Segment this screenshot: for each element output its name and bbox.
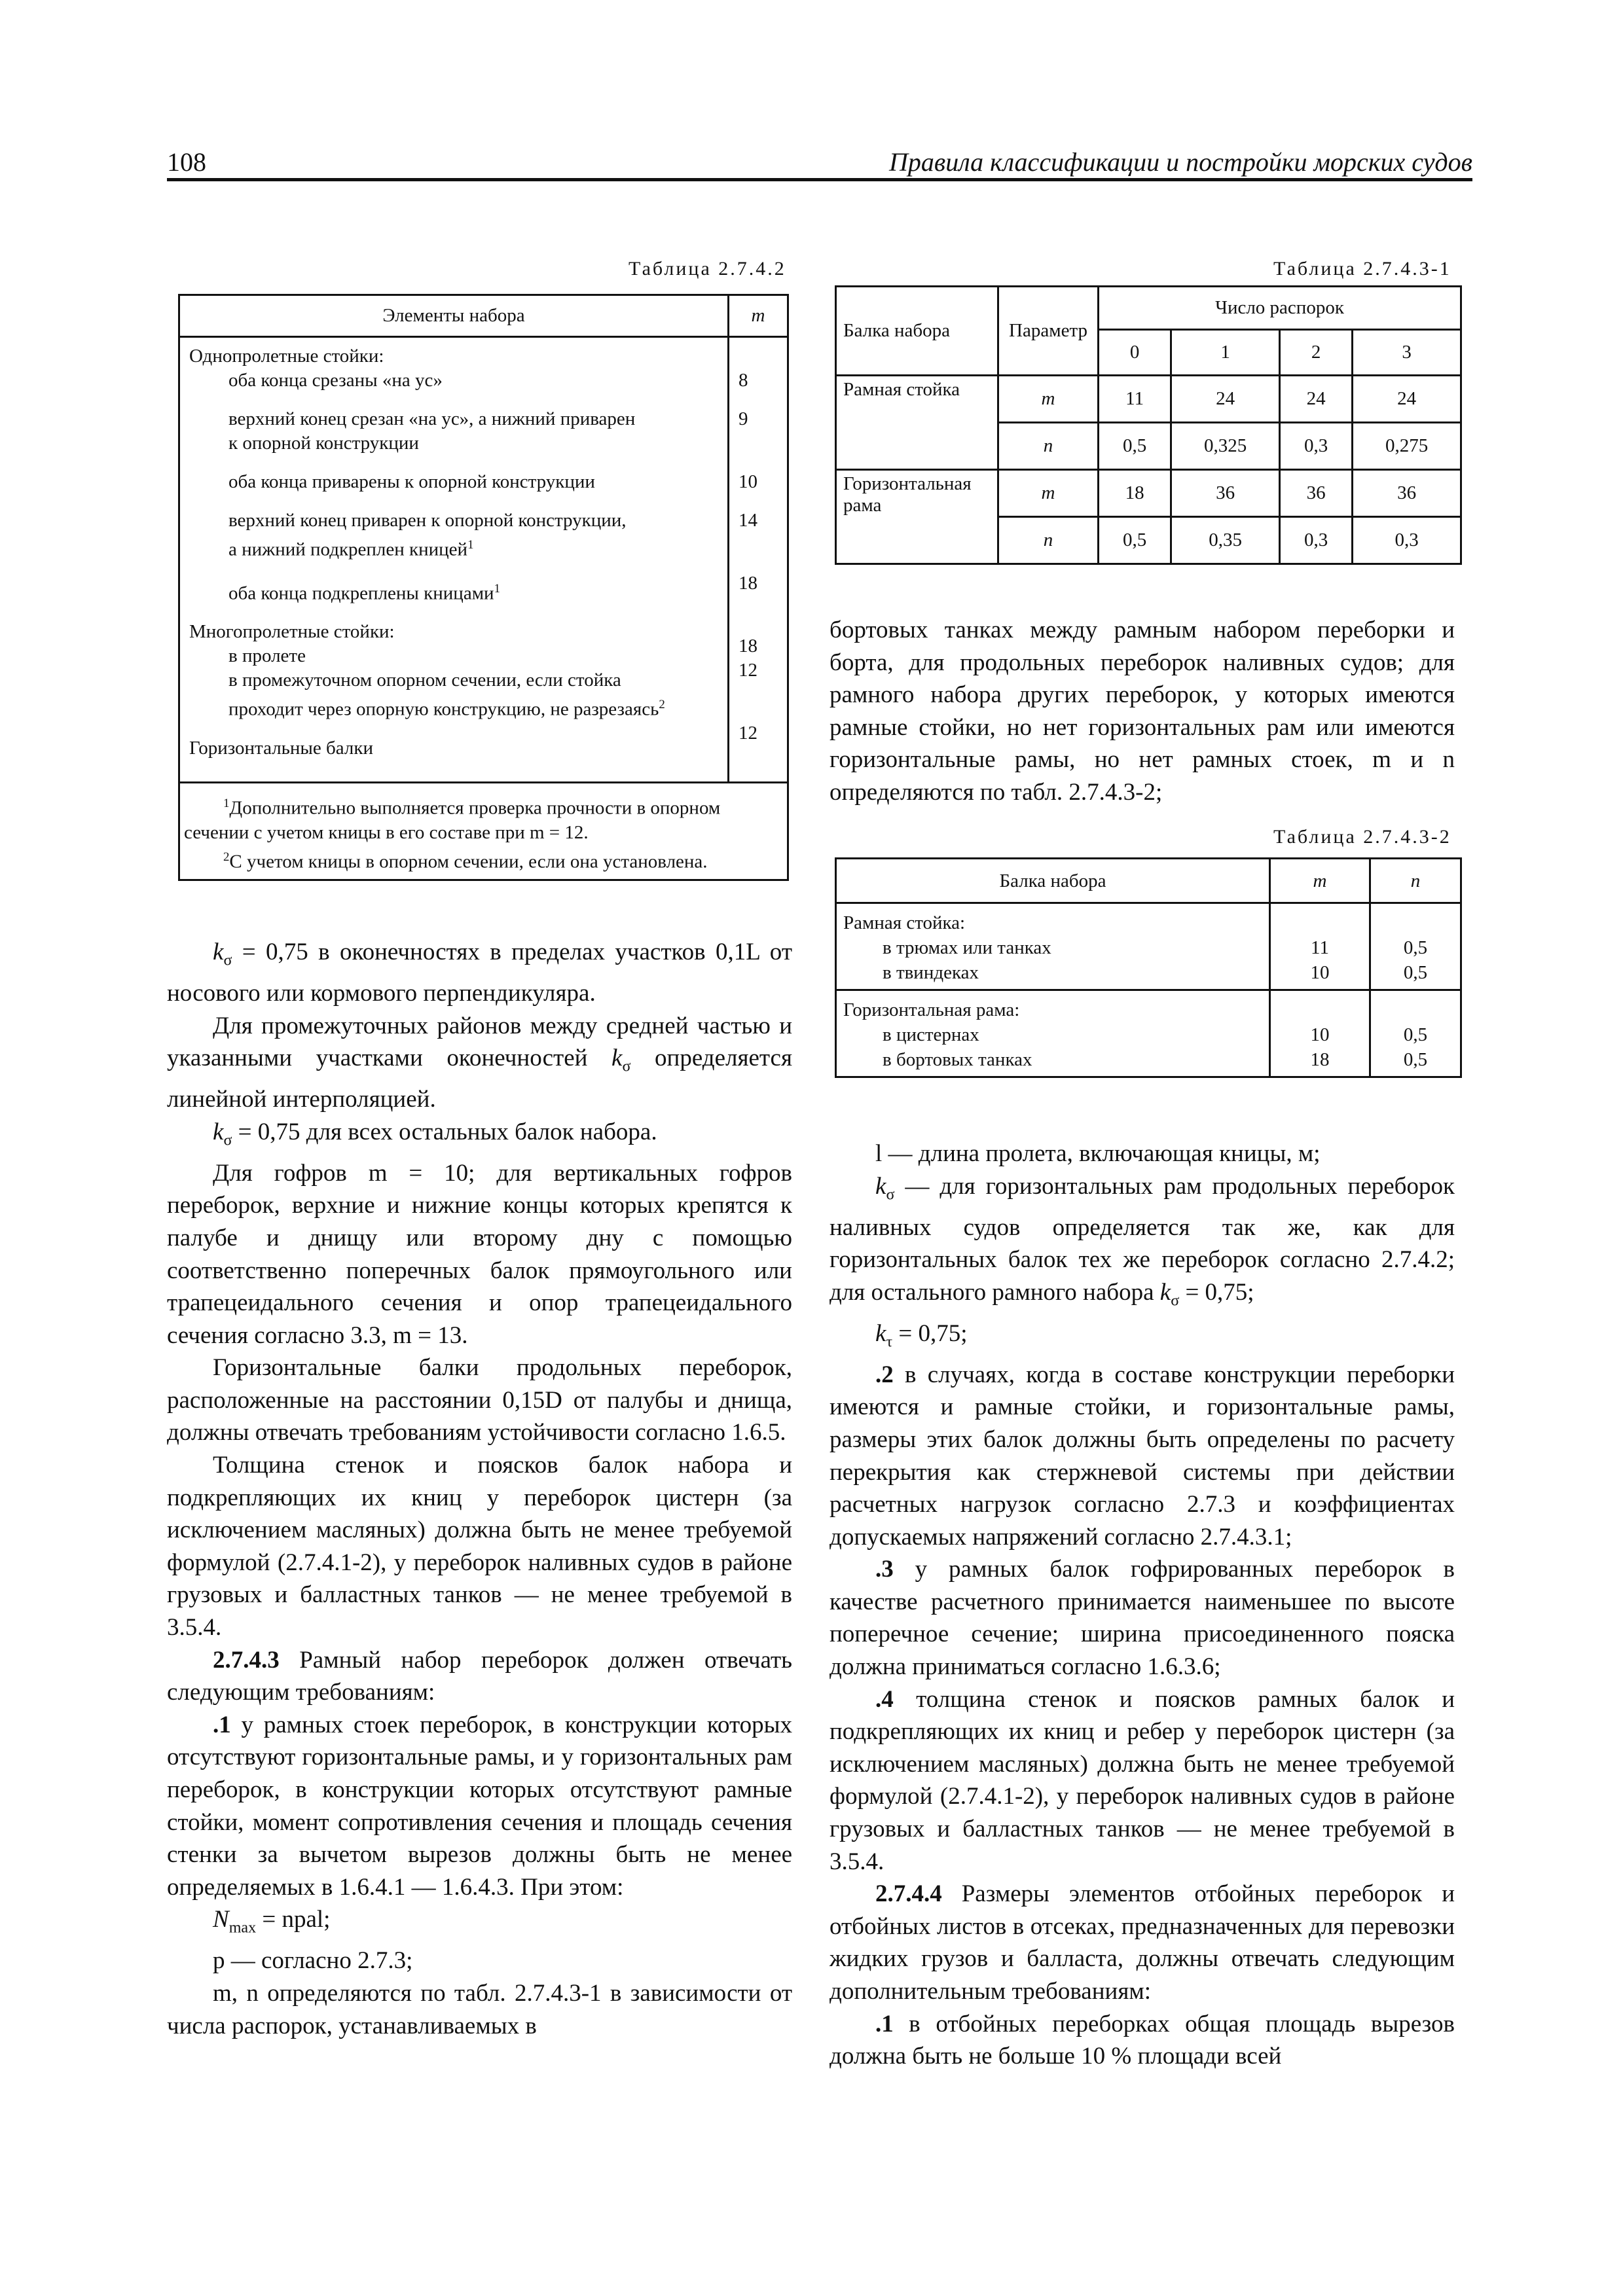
table-2-7-4-2 [178,294,789,881]
table1-footnote-2: $^2$С учетом кницы в опорном сечении, если она установлена. [223,850,708,872]
table2-row-label: Рамная стойка [836,376,998,470]
formula: $N_{max}$ = npal; [213,1906,331,1937]
paragraph: $k_\sigma = 0,75$ в оконечностях в пределах участков 0,1L от носового или кормового перпендикуляра. [167,939,792,1007]
paragraph: .4 толщина стенок и поясков рамных балок и подкрепляющих их книц и ребер у переборок цистерн (за исключением масляных) должна быть не менее требуемой формулой (2.7.4.1-2), у переборок наливных судов в районе грузовых и балластных танков — не менее требуемой в 3.5.4. [830,1685,1455,1875]
footnote-ref: 1 [494,581,500,596]
paragraph: 2.7.4.3 Рамный набор переборок должен отвечать следующим требованиям: [167,1646,792,1706]
table3-header-m: m [1270,859,1370,903]
table1-row: оба конца срезаны «на ус» [228,370,443,391]
table2-header-beam: Балка набора [836,287,998,376]
table1-group2: Многопролетные стойки: [189,621,395,643]
table1-row: Горизонтальные балки [189,737,373,759]
footnote-ref: 1 [467,538,474,552]
table1-row: оба конца приварены к опорной конструкции [228,471,595,492]
table1-header-m: m [729,295,788,337]
paragraph: 2.7.4.4 Размеры элементов отбойных переборок и отбойных листов в отсеках, предназначенных для перевозки жидких грузов и балласта, должны отвечать следующим дополнительным требованиям: [830,1880,1455,2005]
table2-caption: Таблица 2.7.4.3-1 [1273,258,1451,279]
table1-row: к опорной конструкции [228,433,419,454]
table-2-7-4-3-1: Балка набора Параметр Число распорок 0 1 2 3 Рамная стойка m 11 24 24 24 n 0,5 0,325 0,3 0,275 Горизонтальная рама m 18 36 36 36 n 0,5 0,35 0,3 0,3 [835,285,1462,565]
table1-header-elements: Элементы набора [179,295,729,337]
paragraph: .3 у рамных балок гофрированных переборок в качестве расчетного принимается наименьшее по высоте поперечное сечение; ширина присоединенного пояска должна приниматься согласно 1.6.3.6; [830,1556,1455,1681]
right-column-bottom [830,1138,1455,2073]
paragraph: .1 в отбойных переборках общая площадь вырезов должна быть не больше 10 % площади всей [830,2010,1455,2070]
paragraph: .2 в случаях, когда в составе конструкции переборки имеются и рамные стойки, и горизонтальные рамы, размеры этих балок должны быть определены по расчету перекрытия как стержневой системы при действии расчетных нагрузок согласно 2.7.3 и коэффициентах допускаемых напряжений согласно 2.7.4.3.1; [830,1361,1455,1551]
table-2-7-4-3-2: Балка набора m n Рамная стойка: в трюмах или танках в твиндеках 11 10 0,5 0,5 Горизонтальная рама: в цистернах в бортовых танках 10 18 0,5 0,5 [835,857,1462,1078]
right-column-top [830,614,1455,809]
paragraph: Толщина стенок и поясков балок набора и подкрепляющих их книц у переборок цистерн (за исключением масляных) должна быть не менее требуемой формулой (2.7.4.1-2), у переборок наливных судов в районе грузовых и балластных танков — не менее требуемой в 3.5.4. [167,1452,792,1641]
table1-m-cell: 8 9 10 14 18 18 12 12 [729,337,788,783]
table1-group1: Однопролетные стойки: [189,346,384,367]
paragraph: m, n определяются по табл. 2.7.4.3-1 в зависимости от числа распорок, устанавливаемых в [167,1979,792,2039]
table1-row: в промежуточном опорном сечении, если стойка [228,670,621,691]
paragraph: Горизонтальные балки продольных переборок, расположенные на расстоянии 0,15D от палубы и днища, должны отвечать требованиям устойчивости согласно 1.6.5. [167,1354,792,1446]
table1-row: верхний конец срезан «на ус», а нижний приварен [228,408,636,429]
left-column [167,936,792,2042]
paragraph: $k_\tau = 0,75$; [875,1319,968,1351]
table1-elements-cell [179,337,729,783]
table1-row: проходит через опорную конструкцию, не разрезаясь$^2$ [228,698,665,720]
footnote-ref: 2 [659,698,665,712]
paragraph: Для промежуточных районов между средней частью и указанными участками оконечностей $k_\sigma$ определяется линейной интерполяцией. [167,1012,792,1113]
table1-footnotes [179,782,788,880]
table1-row: в пролете [228,645,306,667]
paragraph: .1 у рамных стоек переборок, в конструкции которых отсутствуют горизонтальные рамы, и у горизонтальных рам переборок, в конструкции которых отсутствуют рамные стойки, момент сопротивления сечения и площадь сечения стенки за вычетом вырезов должны быть не менее определяемых в 1.6.4.1 — 1.6.4.3. При этом: [167,1711,792,1901]
table1-row: а нижний подкреплен кницей$^1$ [228,538,474,560]
paragraph: p — согласно 2.7.3; [213,1947,413,1975]
page-number: 108 [167,147,206,177]
running-title: Правила классификации и постройки морских судов [888,147,1472,177]
table3-header-n: n [1370,859,1461,903]
paragraph: $k_\sigma$ — для горизонтальных рам продольных переборок наливных судов определяется так же, как для горизонтальных балок тех же переборок согласно 2.7.4.2; для остального рамного набора $k_\sigma = 0,75$; [830,1172,1455,1310]
paragraph: Для гофров m = 10; для вертикальных гофров переборок, верхние и нижние концы которых крепятся к палубе и днищу или второму дну с помощью соответственно поперечных балок прямоугольного или трапецеидального сечения и опор трапецеидального сечения согласно 3.3, m = 13. [167,1159,792,1349]
table3-header-beam: Балка набора [836,859,1270,903]
header-rule [167,178,1472,181]
table1-row: верхний конец приварен к опорной конструкции, [228,510,627,531]
paragraph: бортовых танках между рамным набором переборки и борта, для продольных переборок наливных судов; для рамного набора других переборок, у которых имеются рамные стойки, но нет горизонтальных рам или имеются горизонтальные рамы, но нет рамных стоек, m и n определяются по табл. 2.7.4.3-2; [830,617,1455,806]
table1-row: оба конца подкреплены кницами$^1$ [228,581,500,604]
table2-row-label: Горизонтальная рама [836,470,998,564]
table3-caption: Таблица 2.7.4.3-2 [1273,826,1451,848]
table1-footnote-1: $^1$Дополнительно выполняется проверка прочности в опорном сечении с учетом кницы в его составе при m = 12. [184,796,721,843]
table1-caption: Таблица 2.7.4.2 [629,258,786,279]
table2-header-struts: Число распорок [1099,287,1461,330]
table2-header-param: Параметр [998,287,1099,376]
paragraph: l — длина пролета, включающая кницы, м; [875,1140,1321,1167]
paragraph: $k_\sigma = 0,75$ для всех остальных балок набора. [213,1118,657,1149]
